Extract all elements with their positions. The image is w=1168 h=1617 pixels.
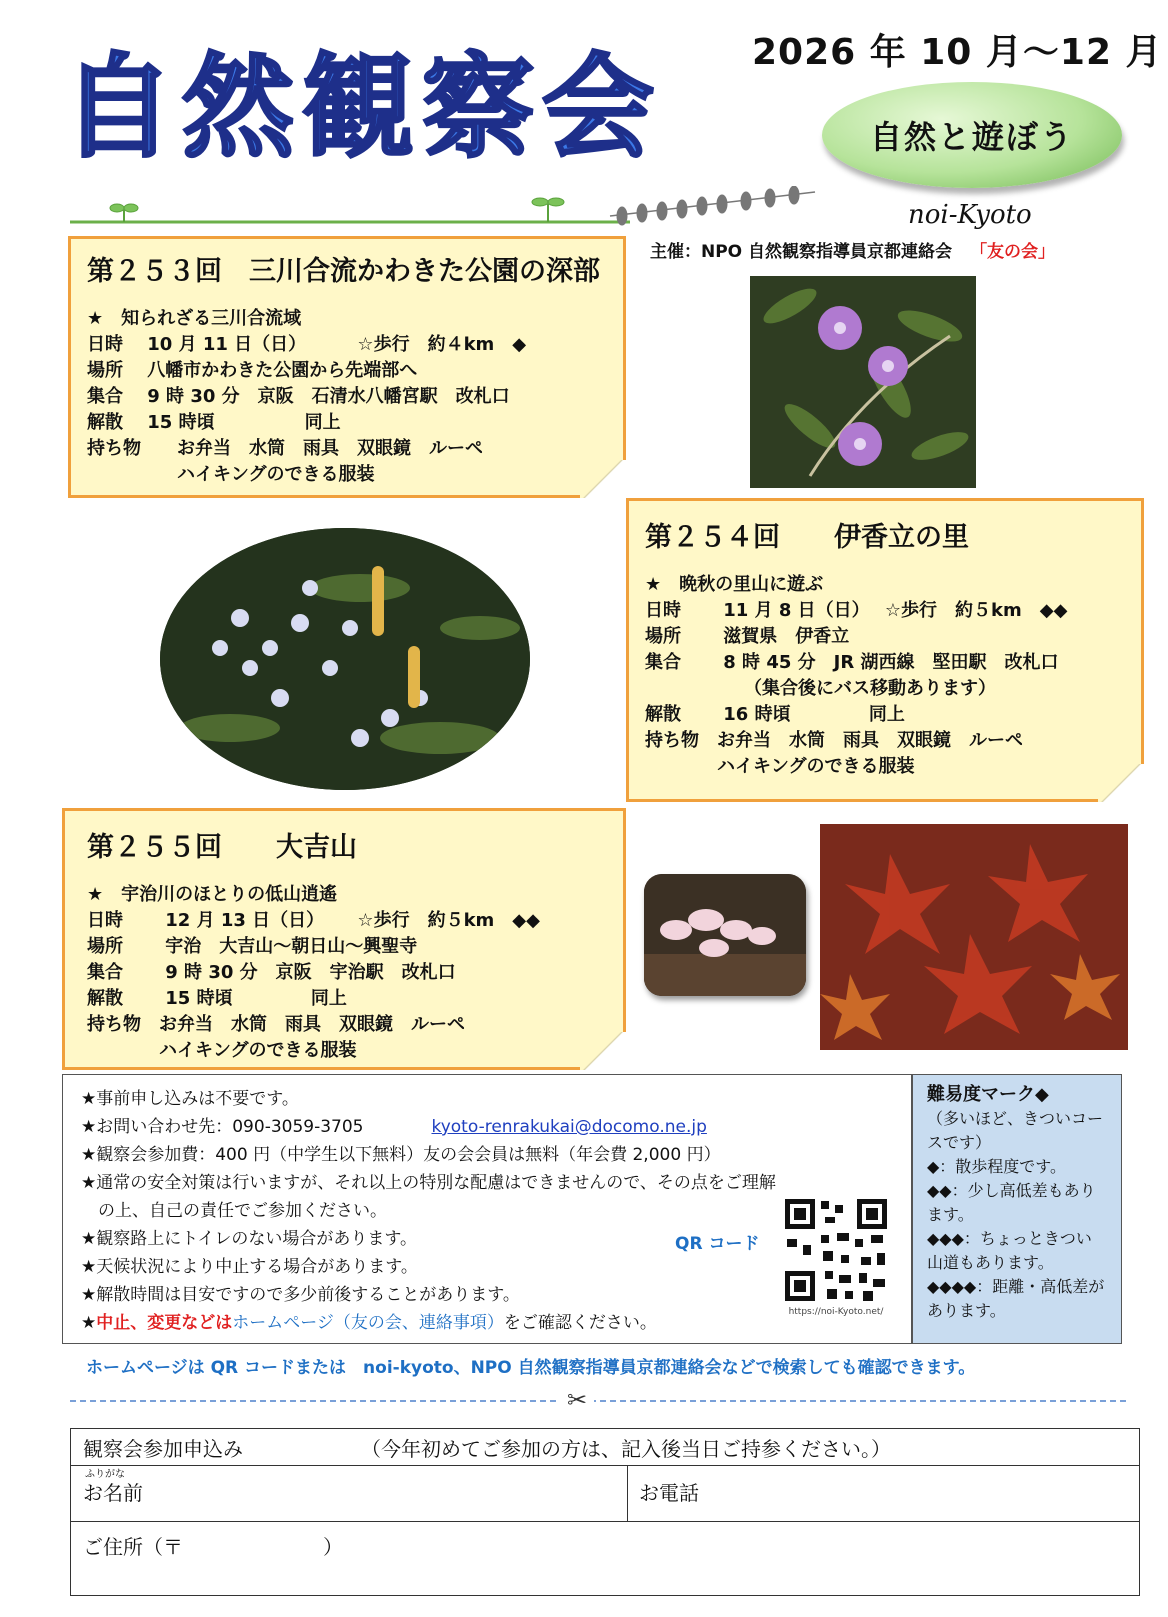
cut-line: [70, 1400, 1126, 1402]
birds-icon: [610, 186, 815, 225]
notice-line: の上、自己の責任でご参加ください。: [81, 1201, 387, 1221]
event-card-253: [68, 236, 626, 498]
notice-line-contact: [81, 1113, 893, 1141]
difficulty-line: （多いほど、きついコースです）: [927, 1109, 1104, 1152]
confirm-text: をご確認ください。: [503, 1313, 657, 1333]
qr-url: https://noi-Kyoto.net/: [788, 1307, 884, 1317]
event-line: 場所 八幡市かわきた公園から先端部へ: [87, 360, 418, 381]
aster-flower-photo: [160, 528, 530, 790]
event-card-254: [626, 498, 1144, 802]
notice-line: ★天候状況により中止する場合があります。: [81, 1257, 418, 1277]
address-field[interactable]: ご住所（〒 ）: [83, 1535, 343, 1559]
event-line: 日時 11 月 8 日（日） ☆歩行 約５km ◆◆: [645, 600, 1068, 621]
event-title: 第２５４回 伊香立の里: [645, 522, 969, 553]
period-text: 2026 年 10 月～12 月: [752, 32, 1163, 73]
homepage-note: ホームページは QR コードまたは noi-kyoto、NPO 自然観察指導員京都連絡会などで検索しても確認できます。: [86, 1358, 976, 1378]
organizer-name: 主催：NPO 自然観察指導員京都連絡会: [650, 242, 953, 262]
decorative-line: [70, 186, 830, 230]
qr-label: QR コード: [675, 1234, 760, 1254]
event-line: ★ 宇治川のほとりの低山逍遙: [87, 884, 338, 905]
event-line: 集合 9 時 30 分 京阪 宇治駅 改札口: [87, 962, 456, 983]
notice-line: ★解散時間は目安ですので多少前後することがあります。: [81, 1285, 520, 1305]
page-fold: [580, 1032, 626, 1070]
qr-code-icon: [781, 1195, 891, 1305]
cancel-warning: 中止、変更などは: [96, 1313, 233, 1333]
organizer: [650, 237, 1055, 262]
event-line: （集合後にバス移動あります）: [645, 678, 996, 699]
event-line: 集合 9 時 30 分 京阪 石清水八幡宮駅 改札口: [87, 386, 510, 407]
notice-box: [62, 1074, 912, 1344]
event-line: 集合 8 時 45 分 JR 湖西線 堅田駅 改札口: [645, 652, 1059, 673]
difficulty-line: ◆◆◆◆：距離・高低差があります。: [927, 1277, 1105, 1320]
difficulty-line: ◆◆◆：ちょっときつい山道もあります。: [927, 1229, 1092, 1272]
difficulty-legend: [912, 1074, 1122, 1344]
event-line: 持ち物 お弁当 水筒 雨具 双眼鏡 ルーペ: [87, 1014, 465, 1035]
name-field[interactable]: お名前: [83, 1481, 143, 1505]
furigana-label: ふりがな: [85, 1469, 125, 1480]
event-line: 場所 滋賀県 伊香立: [645, 626, 850, 647]
form-title: 観察会参加申込み: [83, 1437, 243, 1461]
event-line: 解散 15 時頃 同上: [87, 412, 341, 433]
phone-field[interactable]: お電話: [639, 1481, 699, 1505]
difficulty-heading: 難易度マーク◆: [927, 1084, 1049, 1105]
event-line: 場所 宇治 大吉山～朝日山～興聖寺: [87, 936, 418, 957]
event-line: 持ち物 お弁当 水筒 雨具 双眼鏡 ルーペ: [87, 438, 483, 459]
difficulty-line: ◆◆：少し高低差もあります。: [927, 1181, 1096, 1224]
event-line: ハイキングのできる服装: [645, 756, 915, 777]
email-link[interactable]: kyoto-renrakukai@docomo.ne.jp: [431, 1117, 707, 1137]
sprout-icon: [110, 198, 564, 222]
application-form: [70, 1428, 1140, 1596]
event-card-255: [62, 808, 626, 1070]
event-title: 第２５５回 大吉山: [87, 832, 357, 863]
notice-line: ★観察路上にトイレのない場合があります。: [81, 1229, 418, 1249]
event-line: 日時 12 月 13 日（日） ☆歩行 約５km ◆◆: [87, 910, 540, 931]
event-line: 解散 16 時頃 同上: [645, 704, 905, 725]
star-mark: ★: [81, 1313, 97, 1333]
qr-code[interactable]: [781, 1195, 891, 1317]
notice-line: ★通常の安全対策は行いますが、それ以上の特別な配慮はできませんので、その点をご理解: [81, 1173, 776, 1193]
brand-name: noi-Kyoto: [908, 200, 1032, 230]
notice-line: ★事前申し込みは不要です。: [81, 1089, 299, 1109]
event-line: ★ 晩秋の里山に遊ぶ: [645, 574, 824, 595]
event-line: 解散 15 時頃 同上: [87, 988, 347, 1009]
notice-line: ★観察会参加費：400 円（中学生以下無料）友の会会員は無料（年会費 2,000 円）: [81, 1145, 721, 1165]
event-title: 第２５３回 三川合流かわきた公園の深部: [87, 256, 600, 287]
slogan-badge: [822, 82, 1122, 188]
event-line: 持ち物 お弁当 水筒 雨具 双眼鏡 ルーペ: [645, 730, 1023, 751]
slogan-text: 自然と遊ぼう: [869, 118, 1074, 156]
purple-flower-photo: [750, 276, 976, 488]
homepage-ref: ホームページ（友の会、連絡事項）: [232, 1313, 504, 1333]
maple-leaves-photo: [820, 824, 1128, 1050]
page-title: 自然観察会: [62, 43, 662, 173]
notice-line-last: [81, 1309, 893, 1337]
scissors-icon: ✂: [560, 1386, 594, 1414]
difficulty-line: ◆：散歩程度です。: [927, 1157, 1067, 1176]
page-fold: [580, 460, 626, 498]
form-note: （今年初めてご参加の方は、記入後当日ご持参ください。）: [361, 1437, 891, 1461]
event-line: 日時 10 月 11 日（日） ☆歩行 約４km ◆: [87, 334, 527, 355]
event-line: ★ 知られざる三川合流域: [87, 308, 302, 329]
mushroom-photo: [644, 874, 806, 996]
event-line: ハイキングのできる服装: [87, 1040, 357, 1061]
event-line: ハイキングのできる服装: [87, 464, 375, 485]
organizer-group: 「友の会」: [970, 242, 1056, 262]
contact-phone: ★お問い合わせ先：090-3059-3705: [81, 1117, 364, 1137]
page-fold: [1098, 764, 1144, 802]
